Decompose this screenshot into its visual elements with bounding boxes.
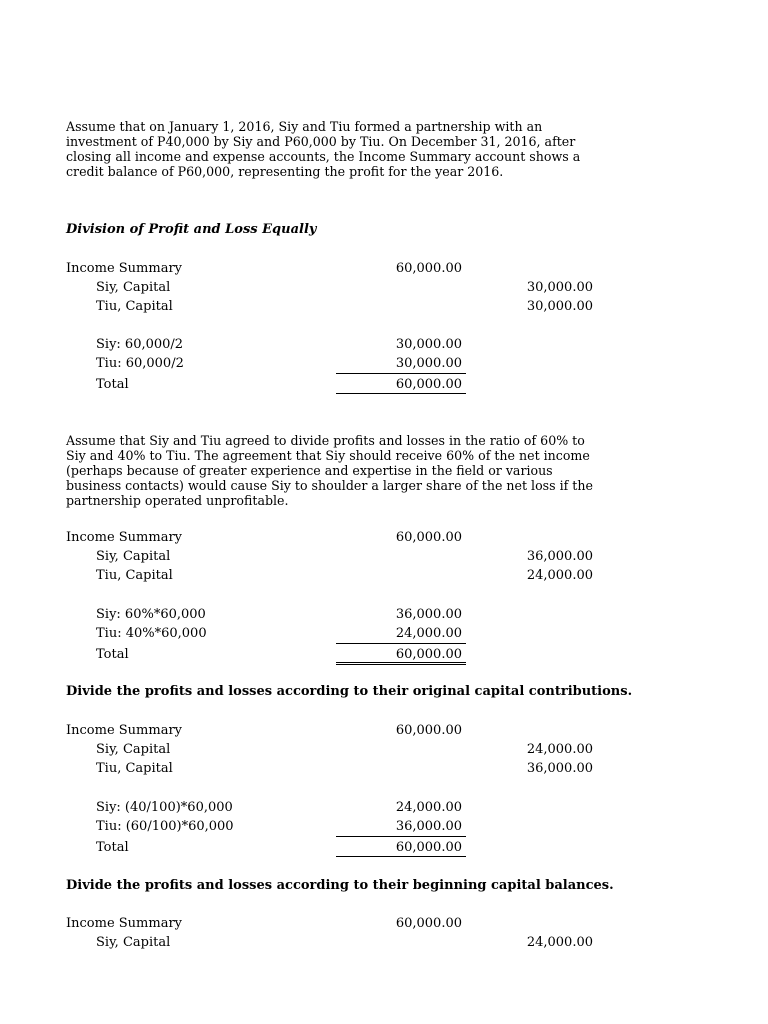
calc-row	[0, 605, 768, 624]
credit-account: Siy, Capital	[96, 935, 171, 950]
total-label: Total	[96, 647, 129, 662]
credit-amount: 24,000.00	[526, 742, 593, 757]
calc-label: Siy: 60%*60,000	[96, 607, 206, 622]
credit-amount: 36,000.00	[526, 761, 593, 776]
credit-account: Tiu, Capital	[96, 568, 173, 583]
calc-label: Tiu: 40%*60,000	[96, 626, 207, 641]
credit-amount: 30,000.00	[526, 280, 593, 295]
total-amount: 60,000.00	[395, 647, 462, 662]
credit-account: Siy, Capital	[96, 549, 171, 564]
total-label: Total	[96, 840, 129, 855]
calc-row	[0, 354, 768, 373]
credit-amount: 24,000.00	[526, 935, 593, 950]
journal-row	[0, 914, 768, 933]
total-underline	[336, 393, 466, 394]
credit-account: Tiu, Capital	[96, 299, 173, 314]
journal-row	[0, 528, 768, 547]
total-row	[0, 838, 768, 857]
journal-row	[0, 933, 768, 952]
journal-row	[0, 740, 768, 759]
journal-row	[0, 278, 768, 297]
journal-row	[0, 259, 768, 278]
calc-amount: 36,000.00	[395, 819, 462, 834]
debit-amount: 60,000.00	[395, 530, 462, 545]
credit-account: Tiu, Capital	[96, 761, 173, 776]
calc-amount: 24,000.00	[395, 626, 462, 641]
journal-row	[0, 721, 768, 740]
section2-paragraph: Assume that Siy and Tiu agreed to divide profits and losses in the ratio of 60% to Siy and 40% to Tiu. The agreement that Siy should receive 60% of the net income (perhaps because of greater experience and expertise in the field or various business contacts) would cause Siy to shoulder a larger share of the net loss if the partnership operated unprofitable.	[66, 433, 593, 508]
calc-row	[0, 624, 768, 643]
credit-amount: 36,000.00	[526, 549, 593, 564]
intro-paragraph: Assume that on January 1, 2016, Siy and Tiu formed a partnership with an investment of P40,000 by Siy and P60,000 by Tiu. On December 31, 2016, after closing all income and expense accounts, the Income Summary account shows a credit balance of P60,000, representing the profit for the year 2016.	[66, 119, 581, 179]
calc-label: Tiu: (60/100)*60,000	[96, 819, 234, 834]
journal-row	[0, 566, 768, 585]
calc-amount: 30,000.00	[395, 337, 462, 352]
credit-amount: 24,000.00	[526, 568, 593, 583]
calc-label: Siy: 60,000/2	[96, 337, 184, 352]
debit-amount: 60,000.00	[395, 916, 462, 931]
subtotal-underline	[336, 643, 466, 644]
journal-row	[0, 547, 768, 566]
section1-heading: Division of Profit and Loss Equally	[66, 222, 317, 237]
calc-label: Siy: (40/100)*60,000	[96, 800, 233, 815]
debit-account: Income Summary	[66, 916, 183, 931]
total-amount: 60,000.00	[395, 377, 462, 392]
section4-heading: Divide the profits and losses according to their beginning capital balances.	[66, 878, 614, 893]
debit-account: Income Summary	[66, 530, 183, 545]
total-row	[0, 375, 768, 394]
calc-row	[0, 335, 768, 354]
total-amount: 60,000.00	[395, 840, 462, 855]
total-label: Total	[96, 377, 129, 392]
calc-amount: 30,000.00	[395, 356, 462, 371]
calc-row	[0, 798, 768, 817]
journal-row	[0, 759, 768, 778]
debit-amount: 60,000.00	[395, 723, 462, 738]
calc-row	[0, 817, 768, 836]
debit-amount: 60,000.00	[395, 261, 462, 276]
calc-amount: 24,000.00	[395, 800, 462, 815]
calc-amount: 36,000.00	[395, 607, 462, 622]
subtotal-underline	[336, 836, 466, 837]
credit-amount: 30,000.00	[526, 299, 593, 314]
calc-label: Tiu: 60,000/2	[96, 356, 184, 371]
total-underline	[336, 856, 466, 857]
debit-account: Income Summary	[66, 723, 183, 738]
journal-row	[0, 297, 768, 316]
subtotal-underline	[336, 373, 466, 374]
credit-account: Siy, Capital	[96, 280, 171, 295]
credit-account: Siy, Capital	[96, 742, 171, 757]
total-double-underline	[336, 662, 466, 665]
section3-heading: Divide the profits and losses according to their original capital contributions.	[66, 684, 633, 699]
debit-account: Income Summary	[66, 261, 183, 276]
